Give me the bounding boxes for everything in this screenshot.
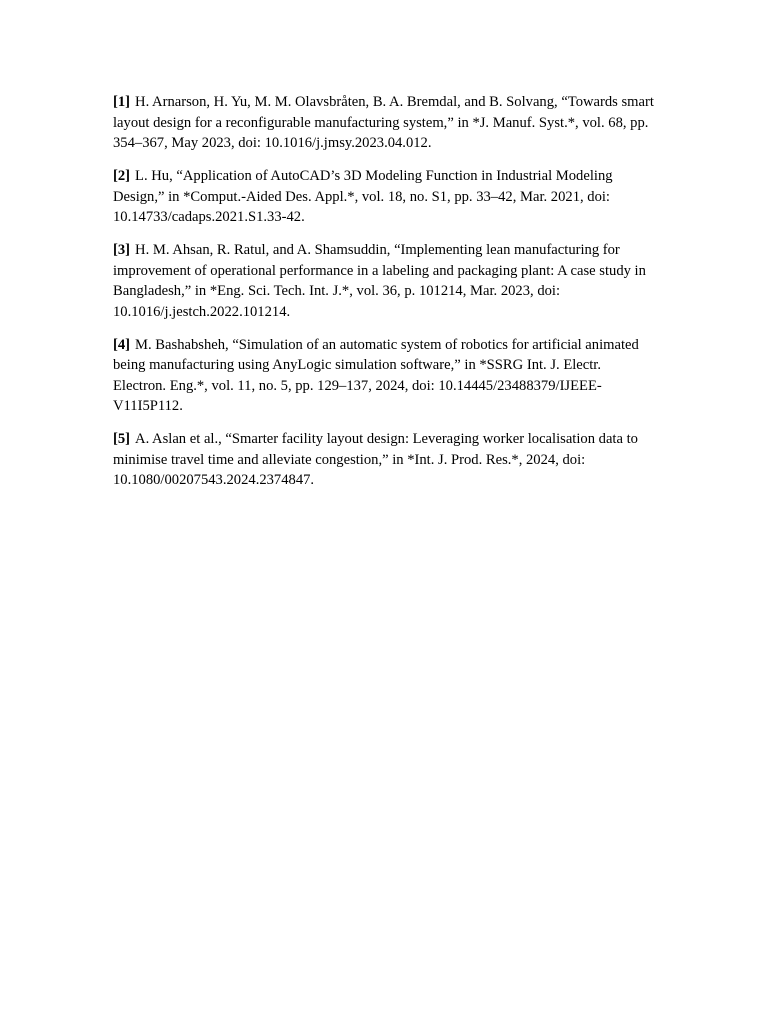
reference-entry [113,240,655,322]
reference-entry [113,92,655,154]
reference-number: [5] [113,431,131,447]
reference-text: A. Aslan et al., “Smarter facility layout design: Leveraging worker localisation data to minimise travel time and alleviate congestion,” in *Int. J. Prod. Res.*, 2024, doi: 10.1080/00207543.2024.2374847. [113,431,638,488]
reference-entry [113,335,655,417]
reference-number: [2] [113,168,131,184]
reference-entry [113,429,655,491]
reference-text: H. M. Ahsan, R. Ratul, and A. Shamsuddin, “Implementing lean manufacturing for improvement of operational performance in a labeling and packaging plant: A case study in Bangladesh,” in *Eng. Sci. Tech. Int. J.*, vol. 36, p. 101214, Mar. 2023, doi: 10.1016/j.jestch.2022.101214. [113,242,646,320]
reference-list [113,92,655,503]
reference-text: M. Bashabsheh, “Simulation of an automatic system of robotics for artificial animated being manufacturing using AnyLogic simulation software,” in *SSRG Int. J. Electr. Electron. Eng.*, vol. 11, no. 5, pp. 129–137, 2024, doi: 10.14445/23488379/IJEEE-V11I5P112. [113,336,639,414]
reference-text: L. Hu, “Application of AutoCAD’s 3D Modeling Function in Industrial Modeling Design,” in *Comput.-Aided Des. Appl.*, vol. 18, no. S1, pp. 33–42, Mar. 2021, doi: 10.14733/cadaps.2021.S1.33-42. [113,168,613,225]
reference-number: [4] [113,336,131,353]
reference-text: H. Arnarson, H. Yu, M. M. Olavsbråten, B. A. Bremdal, and B. Solvang, “Towards smart layout design for a reconfigurable manufacturing system,” in *J. Manuf. Syst.*, vol. 68, pp. 354–367, May 2023, doi: 10.1016/j.jmsy.2023.04.012. [113,94,654,151]
reference-number: [3] [113,242,131,258]
reference-entry [113,166,655,228]
reference-number: [1] [113,94,131,110]
